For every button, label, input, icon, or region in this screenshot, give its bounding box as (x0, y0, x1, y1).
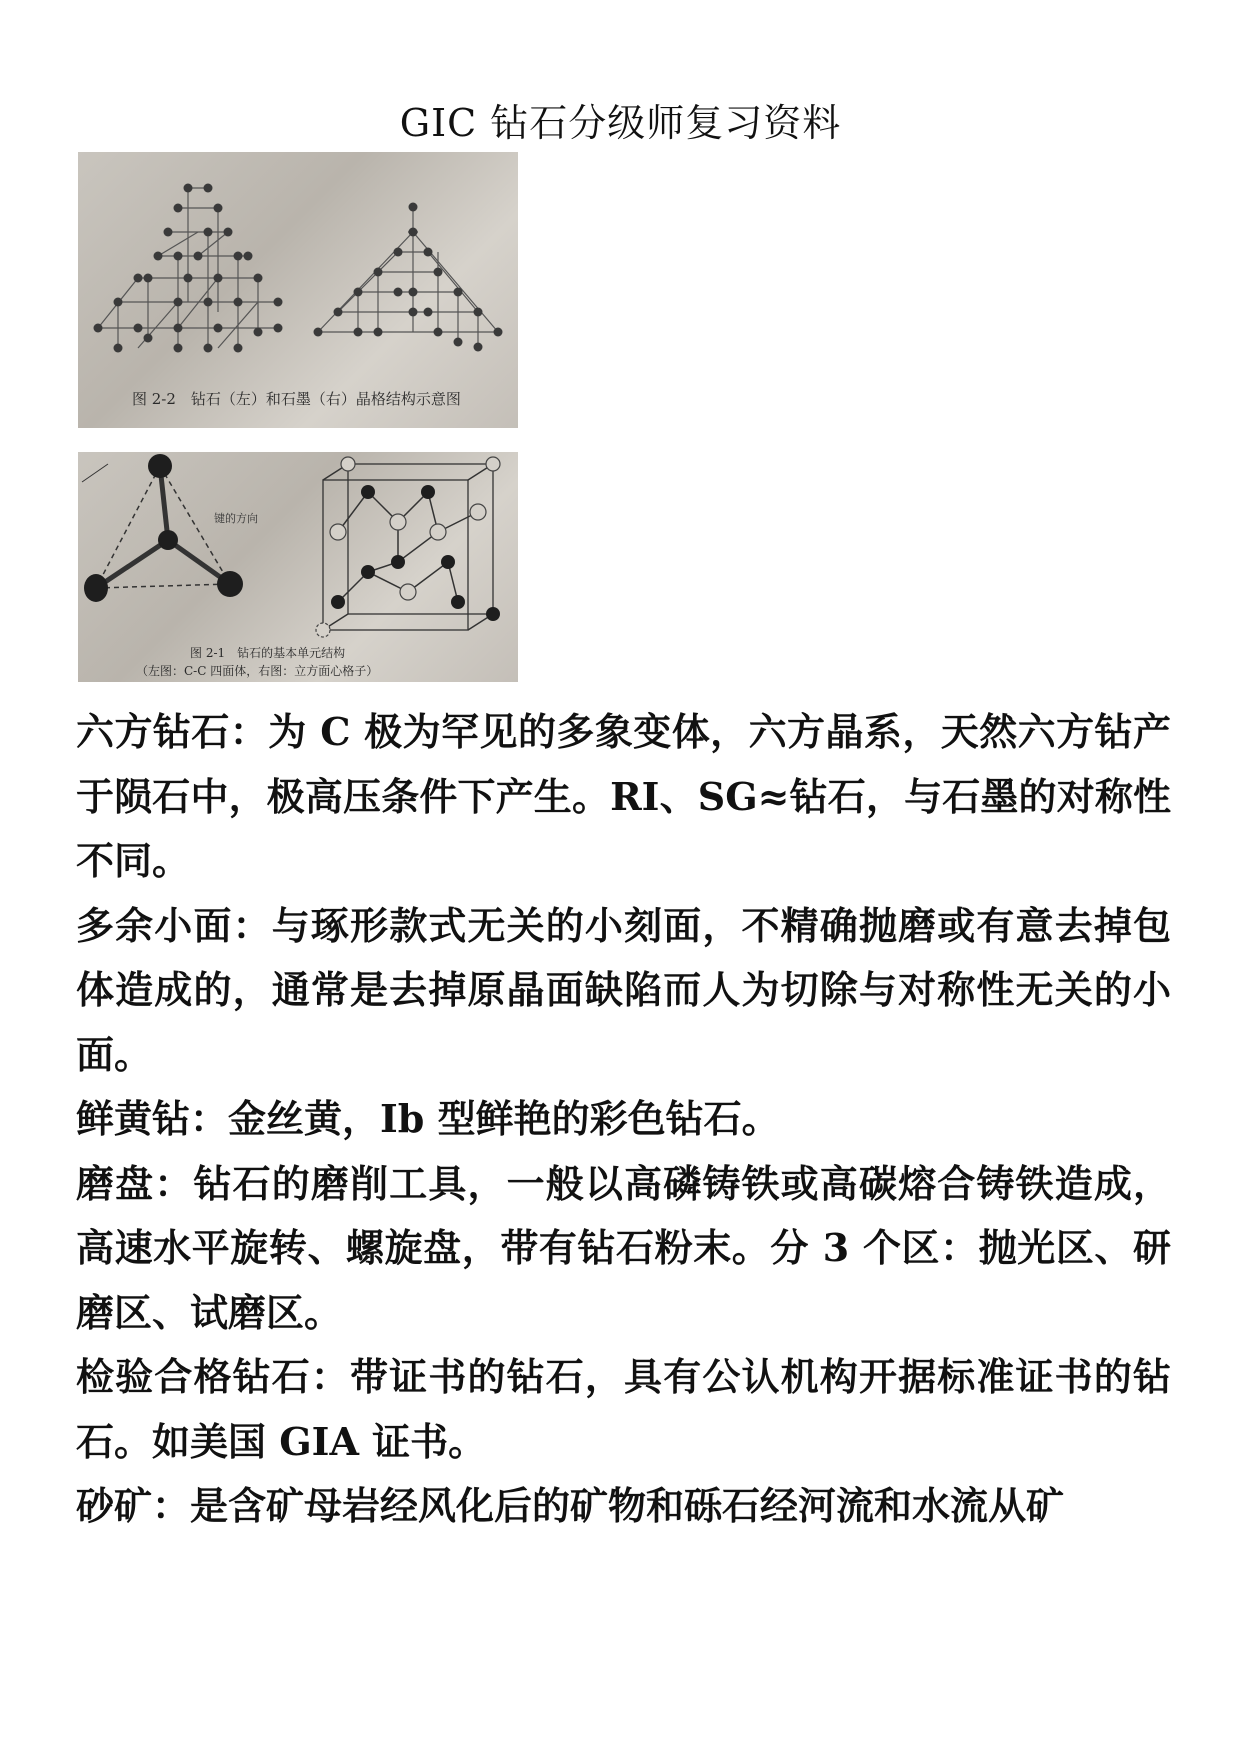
glossary-term: 鲜黄钻： (76, 1096, 229, 1141)
glossary-entry (76, 1152, 1171, 1346)
glossary-term: 砂矿： (76, 1483, 191, 1528)
figure-caption-line1: 图 2-1 钻石的基本单元结构 (190, 646, 346, 660)
glossary-definition: 带证书的钻石，具有公认机构开据标准证书的钻石。如美国 GIA 证书。 (76, 1354, 1171, 1464)
bond-direction-label: 键的方向 (214, 512, 258, 525)
glossary-definition: 钻石的磨削工具，一般以高磷铸铁或高碳熔合铸铁造成，高速水平旋转、螺旋盘，带有钻石粉末。分 3 个区：抛光区、研磨区、试磨区。 (76, 1160, 1171, 1335)
glossary-definition: 为 C 极为罕见的多象变体，六方晶系，天然六方钻产于陨石中，极高压条件下产生。RI、SG≈钻石，与石墨的对称性不同。 (76, 709, 1171, 883)
glossary-entry (76, 1087, 1171, 1152)
glossary-term: 六方钻石： (76, 709, 269, 754)
figure-caption-line2: （左图：C-C 四面体，右图：立方面心格子） (136, 664, 379, 678)
glossary-definition: 与琢形款式无关的小刻面，不精确抛磨或有意去掉包体造成的，通常是去掉原晶面缺陷而人为切除与对称性无关的小面。 (76, 902, 1171, 1077)
glossary-term: 检验合格钻石： (76, 1354, 351, 1399)
glossary-entry (76, 1474, 1171, 1539)
lattice-illustration (78, 152, 518, 428)
page-title: GIC 钻石分级师复习资料 (399, 101, 842, 145)
glossary-definition: 金丝黄，Ⅰb 型鲜艳的彩色钻石。 (228, 1096, 780, 1141)
glossary-entry (76, 1345, 1171, 1474)
lattice-figure-photo (78, 152, 518, 428)
glossary-term: 多余小面： (76, 902, 272, 948)
glossary-entry (76, 700, 1171, 894)
unit-cell-figure-photo (78, 452, 518, 682)
figure-caption: 图 2-2 钻石（左）和石墨（右）晶格结构示意图 (132, 390, 461, 408)
glossary-body (76, 700, 1171, 1539)
glossary-term: 磨盘： (76, 1160, 194, 1206)
glossary-entry (76, 894, 1171, 1088)
glossary-definition: 是含矿母岩经风化后的矿物和砾石经河流和水流从矿 (190, 1483, 1065, 1528)
